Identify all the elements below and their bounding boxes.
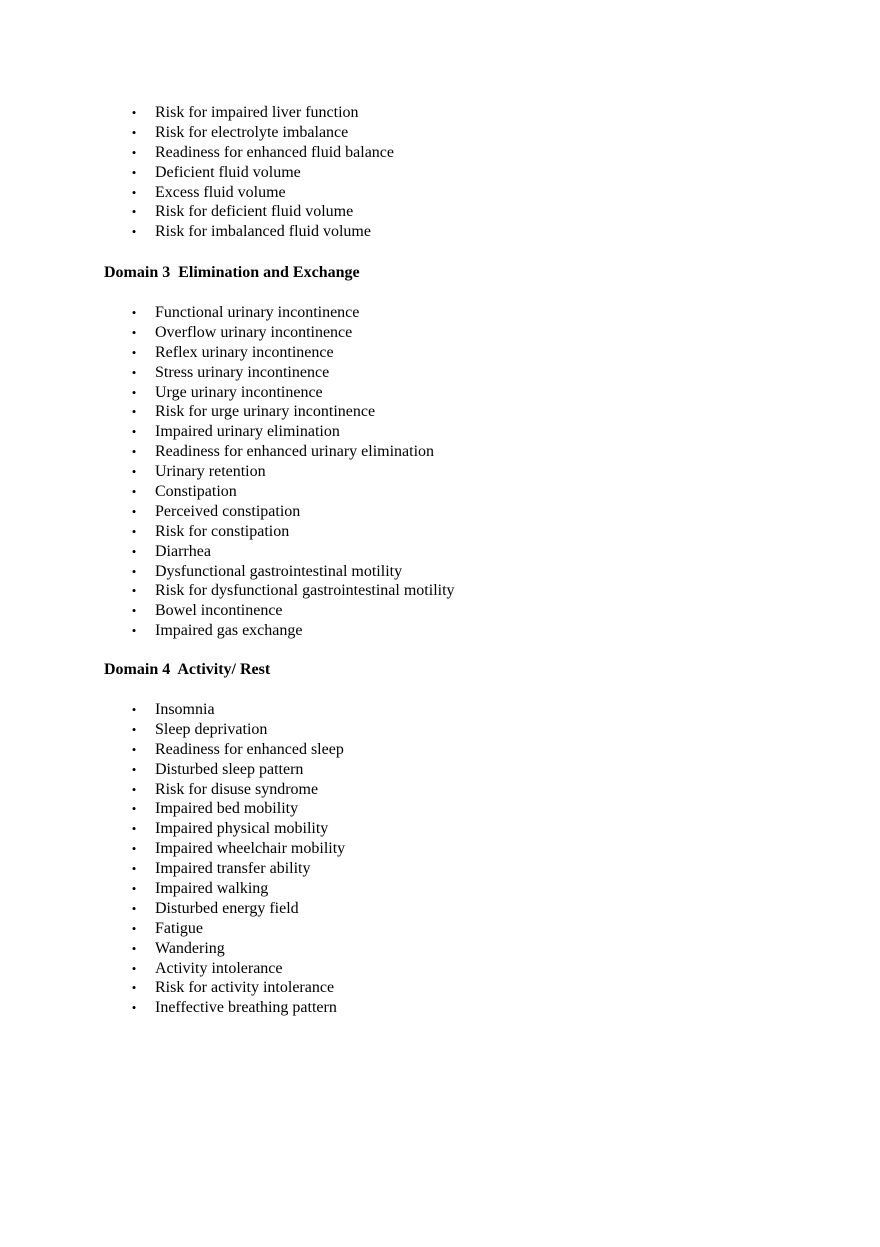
bullet-icon: • bbox=[131, 920, 137, 936]
bullet-icon: • bbox=[131, 503, 137, 519]
bullet-icon: • bbox=[131, 404, 137, 420]
bullet-icon: • bbox=[131, 702, 137, 717]
domain-3-heading: Domain 3 Elimination and Exchange bbox=[104, 264, 360, 281]
bullet-icon: • bbox=[131, 940, 137, 956]
bullet-icon: • bbox=[131, 841, 137, 857]
domain-4-heading: Domain 4 Activity/ Rest bbox=[104, 661, 271, 678]
bullet-icon: • bbox=[131, 1000, 137, 1016]
bullet-icon: • bbox=[131, 144, 137, 160]
bullet-icon: • bbox=[131, 543, 137, 559]
bullet-icon: • bbox=[131, 900, 137, 916]
bullet-icon: • bbox=[131, 364, 137, 380]
bullet-icon: • bbox=[131, 603, 137, 619]
bullet-icon: • bbox=[131, 124, 137, 140]
bullet-icon: • bbox=[131, 344, 137, 360]
bullet-icon: • bbox=[131, 324, 137, 340]
bullet-icon: • bbox=[131, 105, 137, 120]
bullet-icon: • bbox=[131, 781, 137, 797]
bullet-icon: • bbox=[131, 204, 137, 220]
bullet-icon: • bbox=[131, 583, 137, 599]
bullet-icon: • bbox=[131, 384, 137, 400]
bullet-icon: • bbox=[131, 305, 137, 320]
bullet-icon: • bbox=[131, 184, 137, 200]
bullet-icon: • bbox=[131, 424, 137, 440]
bullet-icon: • bbox=[131, 484, 137, 500]
bullet-icon: • bbox=[131, 960, 137, 976]
bullet-icon: • bbox=[131, 821, 137, 837]
bullet-icon: • bbox=[131, 464, 137, 480]
bullet-icon: • bbox=[131, 721, 137, 737]
bullet-icon: • bbox=[131, 563, 137, 579]
bullet-icon: • bbox=[131, 801, 137, 817]
bullet-icon: • bbox=[131, 523, 137, 539]
bullet-icon: • bbox=[131, 861, 137, 877]
bullet-icon: • bbox=[131, 980, 137, 996]
bullet-icon: • bbox=[131, 444, 137, 460]
bullet-icon: • bbox=[131, 224, 137, 240]
bullet-icon: • bbox=[131, 741, 137, 757]
bullet-icon: • bbox=[131, 881, 137, 897]
bullet-icon: • bbox=[131, 164, 137, 180]
document-page: • Risk for impaired liver function • Risk for electrolyte imbalance • Readiness for enhanced fluid balance • Deficient fluid volume • Excess fluid volume • Risk for deficient fluid volume • Risk for imbalanced fluid volume Domain 3 Elimination and Exchange • Functional urinary incontinence • Overflow urinary incontinence • Reflex urinary incontinence • Stress urinary incontinence • Urge urinary incontinence • Risk for urge urinary incontinence • Impaired urinary elimination • Readiness for enhanced urinary elimination • Urinary retention • Constipation • Perceived constipation • Risk for constipation • Diarrhea • Dysfunctional gastrointestinal motility • Risk for dysfunctional gastrointestinal motility • Bowel incontinence • Impaired gas exchange Domain 4 Activity/ Rest • Insomnia • Sleep deprivation • Readiness for enhanced sleep • Disturbed sleep pattern • Risk for disuse syndrome • Impaired bed mobility • Impaired physical mobility • Impaired wheelchair mobility • Impaired transfer ability • Impaired walking • Disturbed energy field • Fatigue • Wandering • Activity intolerance • Risk for activity intolerance • Ineffective breathing pattern bbox=[104, 104, 455, 1017]
bullet-icon: • bbox=[131, 623, 137, 639]
bullet-icon: • bbox=[131, 761, 137, 777]
